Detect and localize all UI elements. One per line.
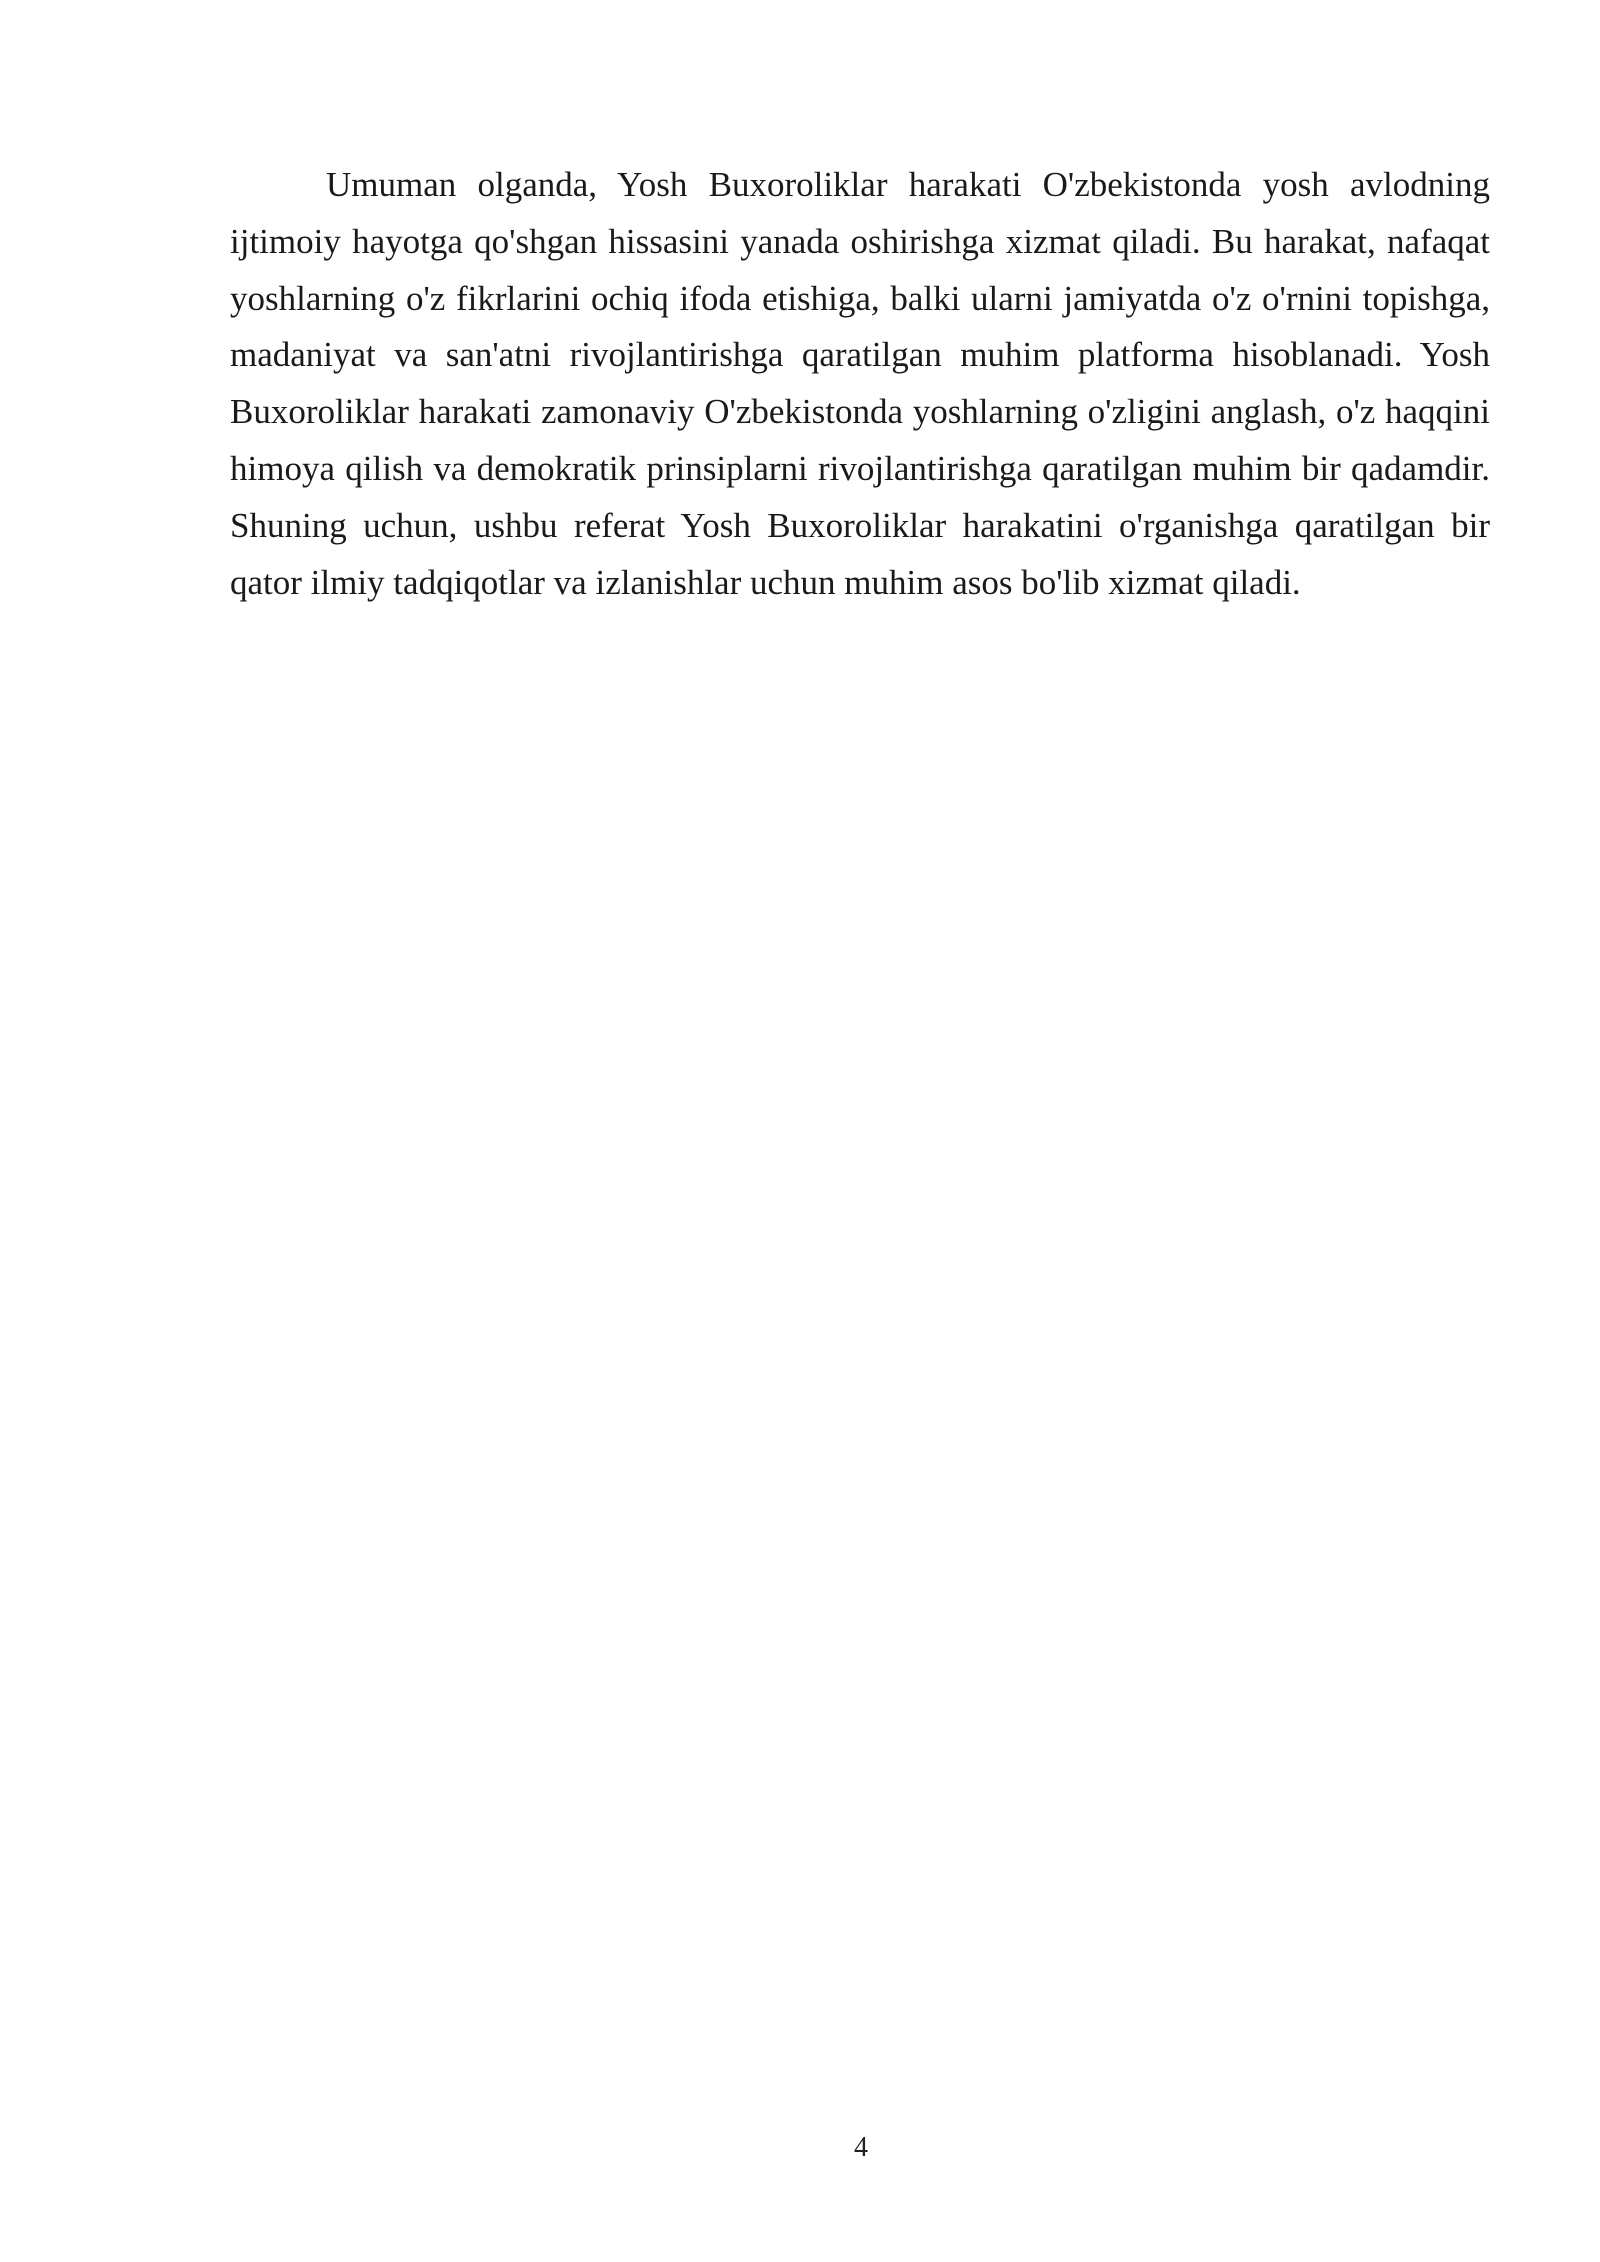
page-number: 4 (854, 2132, 868, 2163)
body-paragraph: Umuman olganda, Yosh Buxoroliklar harakati O'zbekistonda yosh avlodning ijtimoiy hayotga qo'shgan hissasini yanada oshirishga xizmat qiladi. Bu harakat, nafaqat yoshlarning o'z fikrlarini ochiq ifoda etishiga, balki ularni jamiyatda o'z o'rnini topishga, madaniyat va san'atni rivojlantirishga qaratilgan muhim platforma hisoblanadi. Yosh Buxoroliklar harakati zamonaviy O'zbekistonda yoshlarning o'zligini anglash, o'z haqqini himoya qilish va demokratik prinsiplarni rivojlantirishga qaratilgan muhim bir qadamdir. Shuning uchun, ushbu referat Yosh Buxoroliklar harakatini o'rganishga qaratilgan bir qator ilmiy tadqiqotlar va izlanishlar uchun muhim asos bo'lib xizmat qiladi. (230, 165, 1490, 602)
